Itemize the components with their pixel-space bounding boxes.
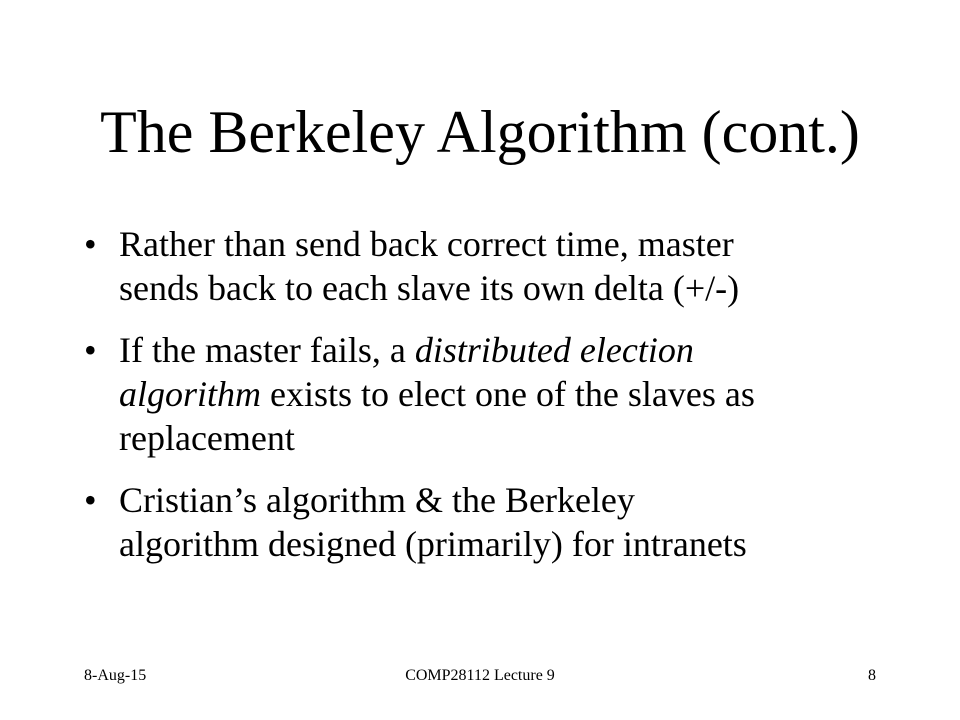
bullet-line xyxy=(119,478,884,522)
slide-title: The Berkeley Algorithm (cont.) xyxy=(100,99,860,165)
bullet-dot-icon: • xyxy=(84,480,97,520)
bullet-line xyxy=(119,522,884,566)
bullet-text: If the master fails, a xyxy=(119,330,415,370)
bullet-item xyxy=(84,222,884,310)
bullet-line xyxy=(119,266,884,310)
bullet-text: Rather than send back correct time, master xyxy=(119,224,734,264)
bullet-text: replacement xyxy=(119,418,295,458)
footer-page-number: 8 xyxy=(868,667,876,684)
bullet-list xyxy=(84,222,884,584)
footer-date: 8-Aug-15 xyxy=(84,667,147,684)
bullet-dot-icon: • xyxy=(84,330,97,370)
bullet-line xyxy=(119,372,884,416)
bullet-line xyxy=(119,416,884,460)
bullet-item xyxy=(84,478,884,566)
bullet-text: exists to elect one of the slaves as xyxy=(261,374,755,414)
footer-course: COMP28112 Lecture 9 xyxy=(405,667,555,684)
bullet-dot-icon: • xyxy=(84,224,97,264)
bullet-text-italic: distributed election xyxy=(414,330,694,370)
bullet-text: algorithm designed (primarily) for intranets xyxy=(119,524,747,564)
bullet-text: Cristian’s algorithm & the Berkeley xyxy=(119,480,635,520)
bullet-line xyxy=(119,328,884,372)
bullet-line xyxy=(119,222,884,266)
bullet-text: sends back to each slave its own delta (+/-) xyxy=(119,268,740,308)
bullet-text-italic: algorithm xyxy=(119,374,262,414)
bullet-item xyxy=(84,328,884,460)
